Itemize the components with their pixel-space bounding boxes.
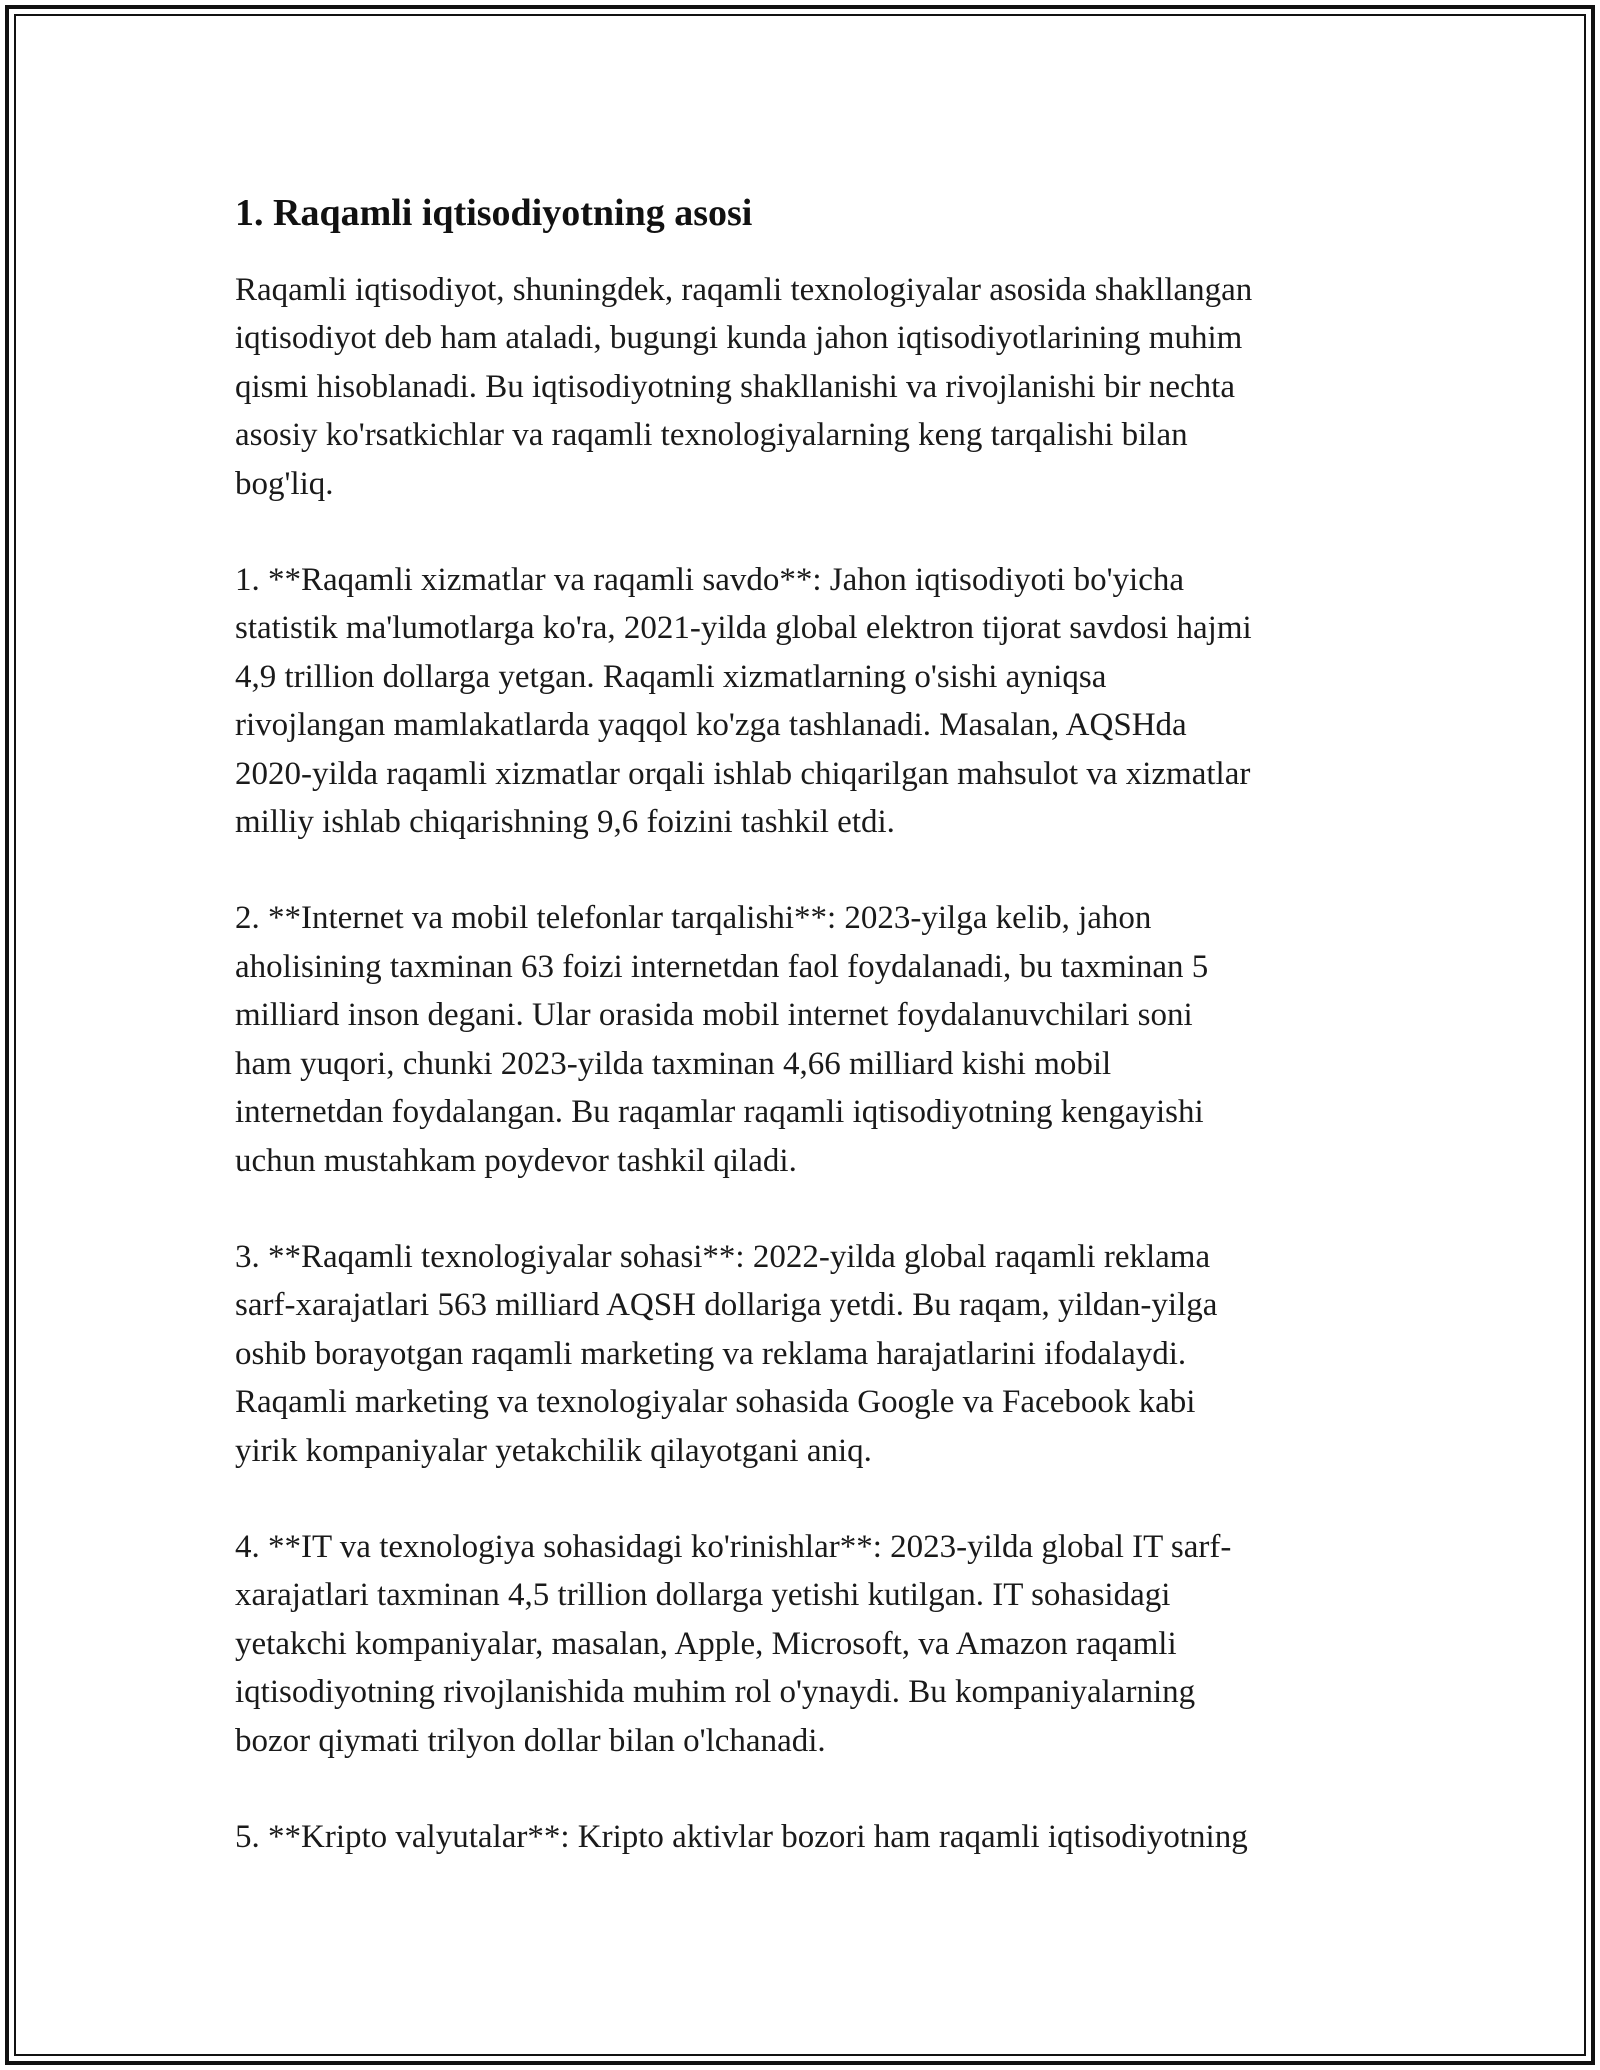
list-item-digital-services: 1. **Raqamli xizmatlar va raqamli savdo**: Jahon iqtisodiyoti bo'yicha statistik ma'lumotlarga ko'ra, 2021-yilda global elektron tijorat savdosi hajmi 4,9 trillion dollarga yetgan. Raqamli xizmatlarning o'sishi ayniqsa rivojlangan mamlakatlarda yaqqol ko'zga tashlanadi. Masalan, AQSHda 2020-yilda raqamli xizmatlar orqali ishlab chiqarilgan mahsulot va xizmatlar milliy ishlab chiqarishning 9,6 foizini tashkil etdi. bbox=[235, 562, 1252, 841]
intro-paragraph: Raqamli iqtisodiyot, shuningdek, raqamli texnologiyalar asosida shakllangan iqtisodiyot deb ham ataladi, bugungi kunda jahon iqtisodiyotlarining muhim qismi hisoblanadi. Bu iqtisodiyotning shakllanishi va rivojlanishi bir nechta asosiy ko'rsatkichlar va raqamli texnologiyalarning keng tarqalishi bilan bog'liq. bbox=[235, 272, 1253, 502]
section-title: 1. Raqamli iqtisodiyotning asosi bbox=[235, 192, 753, 234]
list-item-internet-mobile: 2. **Internet va mobil telefonlar tarqalishi**: 2023-yilga kelib, jahon aholisining taxminan 63 foizi internetdan faol foydalanadi, bu taxminan 5 milliard inson degani. Ular orasida mobil internet foydalanuvchilari soni ham yuqori, chunki 2023-yilda taxminan 4,66 milliard kishi mobil internetdan foydalangan. Bu raqamlar raqamli iqtisodiyotning kengayishi uchun mustahkam poydevor tashkil qiladi. bbox=[235, 900, 1209, 1179]
list-item-digital-technologies: 3. **Raqamli texnologiyalar sohasi**: 2022-yilda global raqamli reklama sarf-xarajatlari 563 milliard AQSH dollariga yetdi. Bu raqam, yildan-yilga oshib borayotgan raqamli marketing va reklama harajatlarini ifodalaydi. Raqamli marketing va texnologiyalar sohasida Google va Facebook kabi yirik kompaniyalar yetakchilik qilayotgani aniq. bbox=[235, 1238, 1218, 1469]
document-page bbox=[235, 186, 1375, 1861]
list-item-crypto: 5. **Kripto valyutalar**: Kripto aktivlar bozori ham raqamli iqtisodiyotning bbox=[235, 1818, 1248, 1855]
list-item-it-sector: 4. **IT va texnologiya sohasidagi ko'rinishlar**: 2023-yilda global IT sarf- xarajatlari taxminan 4,5 trillion dollarga yetishi kutilgan. IT sohasidagi yetakchi kompaniyalar, masalan, Apple, Microsoft, va Amazon raqamli iqtisodiyotning rivojlanishida muhim rol o'ynaydi. Bu kompaniyalarning bozor qiymati trilyon dollar bilan o'lchanadi. bbox=[235, 1528, 1232, 1759]
